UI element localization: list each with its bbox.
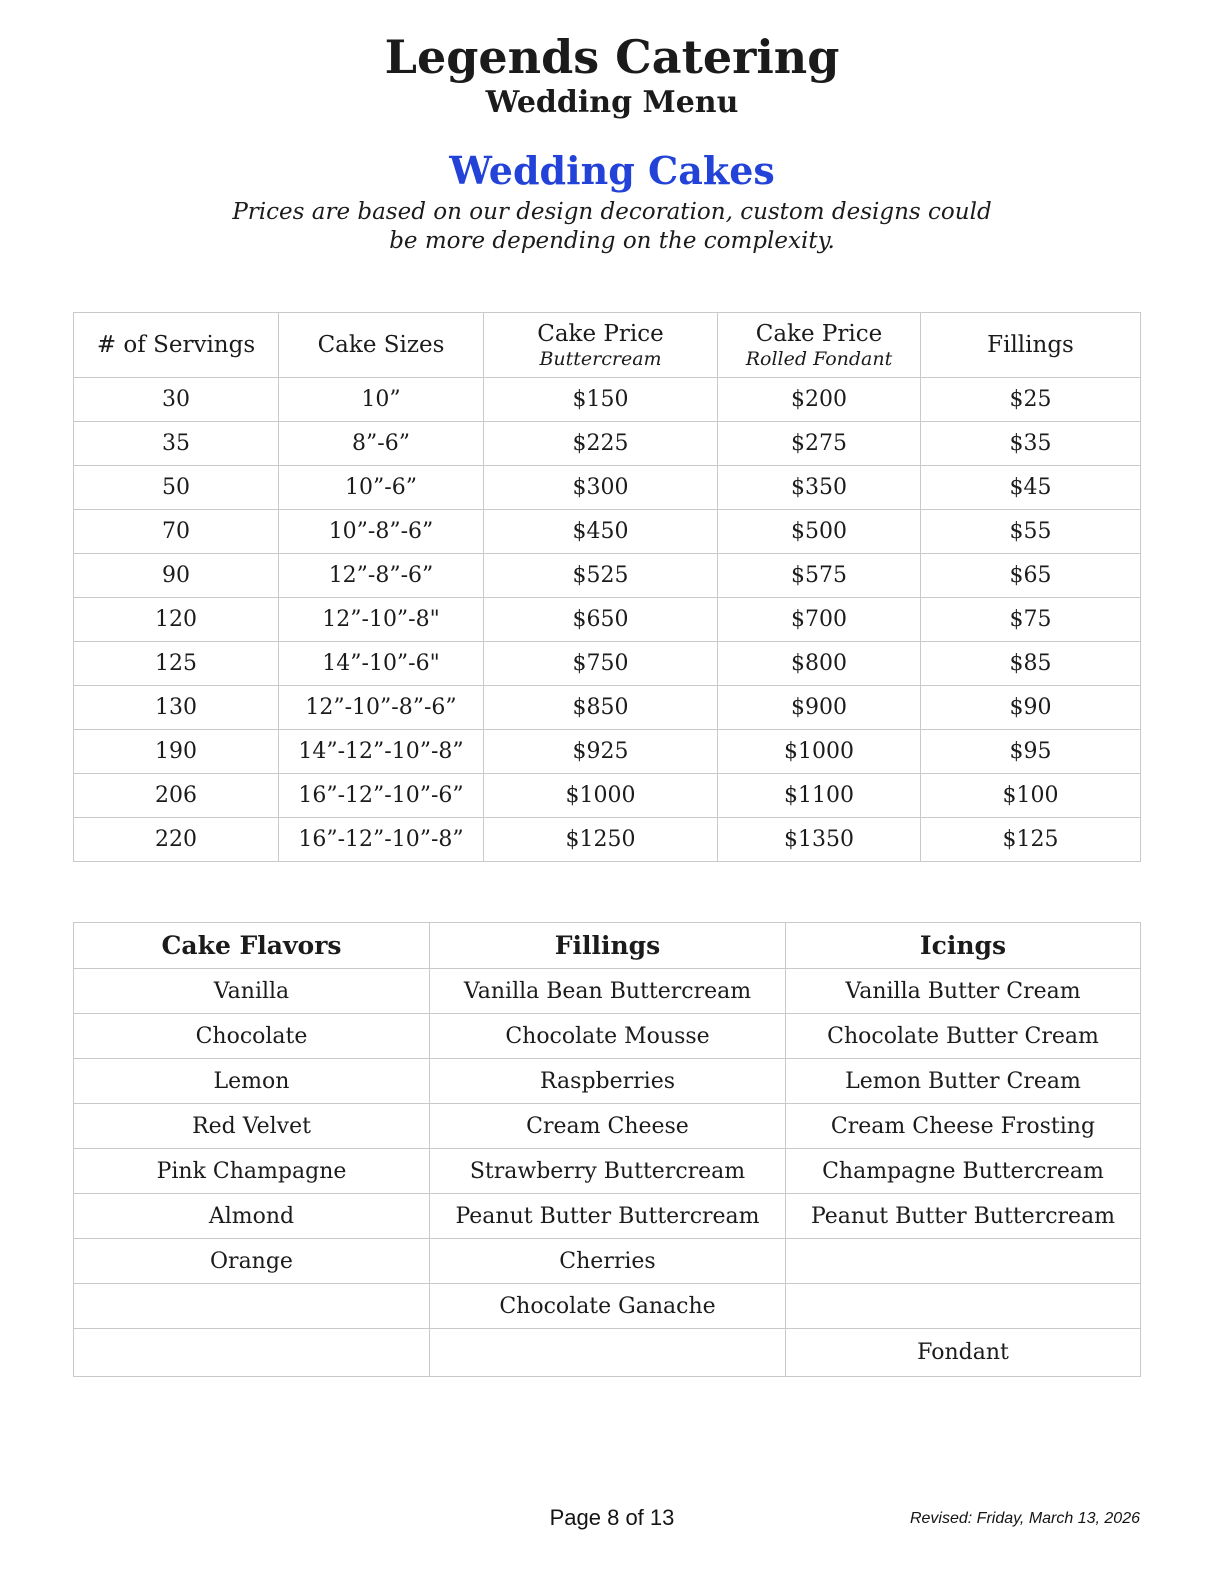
cake-flavor-cell: Red Velvet — [74, 1104, 430, 1149]
price-buttercream-cell: $450 — [484, 510, 718, 554]
cake-size-cell: 10” — [279, 378, 484, 422]
servings-cell: 206 — [74, 774, 279, 818]
pricing-column-header: Cake Sizes — [279, 313, 484, 378]
cake-flavor-cell: Almond — [74, 1194, 430, 1239]
pricing-table-body — [74, 378, 1141, 862]
cake-flavor-cell: Pink Champagne — [74, 1149, 430, 1194]
servings-cell: 120 — [74, 598, 279, 642]
pricing-row — [74, 774, 1141, 818]
filling-cell: Vanilla Bean Buttercream — [430, 969, 786, 1014]
pricing-column-header: Cake Price Rolled Fondant — [718, 313, 921, 378]
section-title: Wedding Cakes — [449, 147, 775, 193]
pricing-row — [74, 554, 1141, 598]
cake-flavor-cell: Chocolate — [74, 1014, 430, 1059]
options-header-row — [74, 923, 1141, 969]
price-fondant-cell: $200 — [718, 378, 921, 422]
options-row — [74, 1149, 1141, 1194]
price-fondant-cell: $1350 — [718, 818, 921, 862]
options-row — [74, 1329, 1141, 1377]
price-buttercream-cell: $925 — [484, 730, 718, 774]
price-fondant-cell: $350 — [718, 466, 921, 510]
fillings-cell: $95 — [921, 730, 1141, 774]
cake-size-cell: 14”-10”-6" — [279, 642, 484, 686]
price-fondant-cell: $800 — [718, 642, 921, 686]
servings-cell: 190 — [74, 730, 279, 774]
options-row — [74, 1284, 1141, 1329]
revised-date: Revised: Friday, March 13, 2026 — [909, 1510, 1140, 1527]
icing-cell — [786, 1239, 1141, 1284]
pricing-row — [74, 818, 1141, 862]
icing-cell: Champagne Buttercream — [786, 1149, 1141, 1194]
pricing-row — [74, 686, 1141, 730]
pricing-column-header: Cake Price Buttercream — [484, 313, 718, 378]
pricing-row — [74, 510, 1141, 554]
price-buttercream-cell: $525 — [484, 554, 718, 598]
fillings-cell: $75 — [921, 598, 1141, 642]
price-buttercream-cell: $1000 — [484, 774, 718, 818]
options-table-body — [74, 969, 1141, 1377]
servings-cell: 125 — [74, 642, 279, 686]
fillings-cell: $45 — [921, 466, 1141, 510]
price-fondant-cell: $275 — [718, 422, 921, 466]
pricing-column-header: Fillings — [921, 313, 1141, 378]
filling-cell: Cherries — [430, 1239, 786, 1284]
pricing-column-header: # of Servings — [74, 313, 279, 378]
servings-cell: 70 — [74, 510, 279, 554]
filling-cell: Strawberry Buttercream — [430, 1149, 786, 1194]
page-number: Page 8 of 13 — [549, 1505, 675, 1530]
servings-cell: 220 — [74, 818, 279, 862]
document-header — [0, 0, 1224, 256]
servings-cell: 50 — [74, 466, 279, 510]
cake-flavor-cell: Orange — [74, 1239, 430, 1284]
options-column-header: Icings — [786, 923, 1141, 969]
flavors-fillings-icings-table — [73, 922, 1141, 1377]
pricing-row — [74, 422, 1141, 466]
price-fondant-cell: $1000 — [718, 730, 921, 774]
filling-cell: Raspberries — [430, 1059, 786, 1104]
servings-cell: 30 — [74, 378, 279, 422]
fillings-cell: $35 — [921, 422, 1141, 466]
price-fondant-cell: $700 — [718, 598, 921, 642]
cake-size-cell: 16”-12”-10”-8” — [279, 818, 484, 862]
icing-cell: Chocolate Butter Cream — [786, 1014, 1141, 1059]
pricing-note — [0, 198, 1224, 256]
fillings-cell: $85 — [921, 642, 1141, 686]
pricing-note-line1: Prices are based on our design decoration, custom designs could — [232, 198, 992, 225]
pricing-row — [74, 598, 1141, 642]
pricing-row — [74, 642, 1141, 686]
pricing-header-row — [74, 313, 1141, 378]
servings-cell: 130 — [74, 686, 279, 730]
pricing-row — [74, 730, 1141, 774]
cake-size-cell: 14”-12”-10”-8” — [279, 730, 484, 774]
page-subtitle: Wedding Menu — [485, 84, 739, 120]
cake-flavor-cell — [74, 1284, 430, 1329]
icing-cell — [786, 1284, 1141, 1329]
cake-pricing-table — [73, 312, 1141, 862]
options-row — [74, 1014, 1141, 1059]
price-buttercream-cell: $850 — [484, 686, 718, 730]
fillings-cell: $100 — [921, 774, 1141, 818]
filling-cell: Cream Cheese — [430, 1104, 786, 1149]
price-buttercream-cell: $650 — [484, 598, 718, 642]
cake-size-cell: 16”-12”-10”-6” — [279, 774, 484, 818]
icing-cell: Vanilla Butter Cream — [786, 969, 1141, 1014]
options-row — [74, 969, 1141, 1014]
cake-size-cell: 8”-6” — [279, 422, 484, 466]
filling-cell — [430, 1329, 786, 1377]
price-buttercream-cell: $225 — [484, 422, 718, 466]
price-buttercream-cell: $150 — [484, 378, 718, 422]
price-buttercream-cell: $750 — [484, 642, 718, 686]
price-fondant-cell: $900 — [718, 686, 921, 730]
pricing-row — [74, 466, 1141, 510]
options-row — [74, 1239, 1141, 1284]
servings-cell: 35 — [74, 422, 279, 466]
icing-cell: Lemon Butter Cream — [786, 1059, 1141, 1104]
cake-size-cell: 10”-6” — [279, 466, 484, 510]
page-title: Legends Catering — [384, 30, 840, 84]
filling-cell: Chocolate Ganache — [430, 1284, 786, 1329]
fillings-cell: $125 — [921, 818, 1141, 862]
pricing-row — [74, 378, 1141, 422]
price-buttercream-cell: $1250 — [484, 818, 718, 862]
price-fondant-cell: $500 — [718, 510, 921, 554]
price-buttercream-cell: $300 — [484, 466, 718, 510]
cake-size-cell: 10”-8”-6” — [279, 510, 484, 554]
cake-flavor-cell: Lemon — [74, 1059, 430, 1104]
fillings-cell: $25 — [921, 378, 1141, 422]
options-row — [74, 1059, 1141, 1104]
cake-size-cell: 12”-10”-8" — [279, 598, 484, 642]
options-column-header: Fillings — [430, 923, 786, 969]
servings-cell: 90 — [74, 554, 279, 598]
filling-cell: Chocolate Mousse — [430, 1014, 786, 1059]
price-fondant-cell: $1100 — [718, 774, 921, 818]
cake-size-cell: 12”-8”-6” — [279, 554, 484, 598]
cake-flavor-cell: Vanilla — [74, 969, 430, 1014]
cake-flavor-cell — [74, 1329, 430, 1377]
fillings-cell: $65 — [921, 554, 1141, 598]
options-row — [74, 1104, 1141, 1149]
pricing-note-line2: be more depending on the complexity. — [389, 227, 835, 254]
icing-cell: Fondant — [786, 1329, 1141, 1377]
icing-cell: Peanut Butter Buttercream — [786, 1194, 1141, 1239]
fillings-cell: $55 — [921, 510, 1141, 554]
filling-cell: Peanut Butter Buttercream — [430, 1194, 786, 1239]
options-row — [74, 1194, 1141, 1239]
options-column-header: Cake Flavors — [74, 923, 430, 969]
icing-cell: Cream Cheese Frosting — [786, 1104, 1141, 1149]
cake-size-cell: 12”-10”-8”-6” — [279, 686, 484, 730]
price-fondant-cell: $575 — [718, 554, 921, 598]
fillings-cell: $90 — [921, 686, 1141, 730]
